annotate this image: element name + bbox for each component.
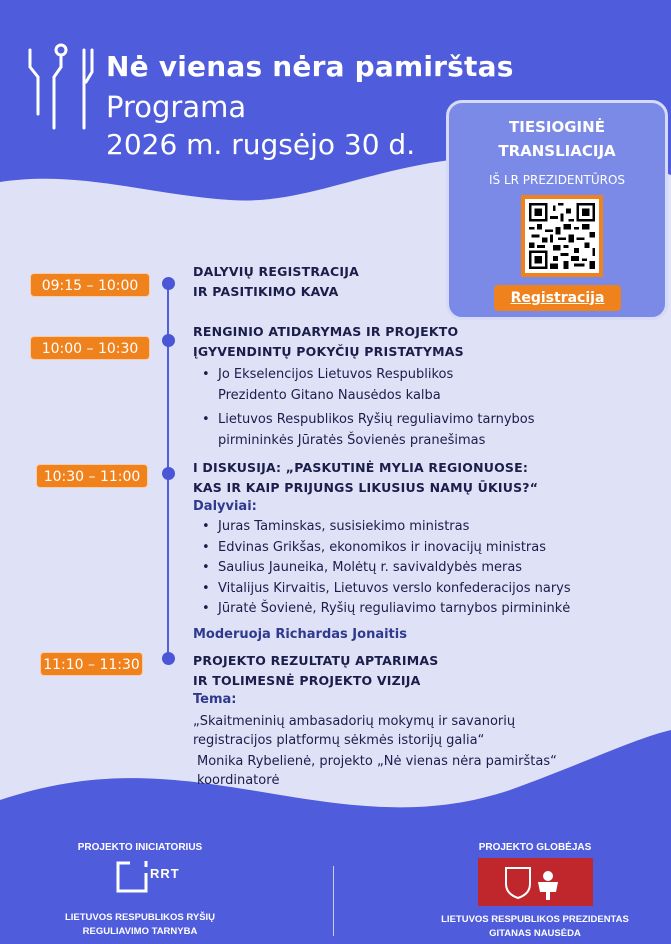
session-2-speakers-2: [202, 410, 535, 451]
initiator-caption-line-1: LIETUVOS RESPUBLIKOS RYŠIŲ: [64, 912, 216, 923]
list-item: [202, 365, 453, 406]
stream-title-line-2: TRANSLIACIJA: [498, 142, 616, 160]
participants-label: Dalyviai:: [193, 499, 257, 514]
session-1-time: 09:15 – 10:00: [30, 273, 150, 297]
session-4-time: 11:10 – 11:30: [40, 652, 143, 676]
stream-source: IŠ LR PREZIDENTŪROS: [488, 173, 626, 187]
session-3-participants: [202, 517, 571, 620]
patron-caption: [430, 913, 640, 941]
session-4-title: [193, 651, 438, 691]
event-subtitle: Programa: [106, 90, 247, 124]
timeline-dot: [162, 334, 175, 347]
timeline-dot: [162, 652, 175, 665]
coordinator-text: [197, 752, 557, 790]
session-3-title-line-2: KAS IR KAIP PRIJUNGS LIKUSIUS NAMŲ ŪKIUS?“: [193, 480, 539, 495]
speaker-line: Jo Ekselencijos Lietuvos Respublikos: [218, 367, 454, 382]
session-1-title-line-2: IR PASITIKIMO KAVA: [193, 284, 339, 299]
list-item: [202, 410, 535, 451]
qr-code[interactable]: [521, 195, 603, 277]
qr-code-icon: [529, 203, 595, 269]
session-3-title-line-1: I DISKUSIJA: „PASKUTINĖ MYLIA REGIONUOSE:: [193, 460, 529, 475]
patron-label: PROJEKTO GLOBĖJAS: [478, 842, 592, 853]
topic-label: Tema:: [193, 692, 237, 707]
project-logo-icon: [26, 42, 96, 132]
patron-caption-line-2: GITANAS NAUSĖDA: [489, 928, 581, 939]
stream-title-line-1: TIESIOGINĖ: [509, 118, 605, 136]
topic-text: [193, 712, 515, 750]
list-item: • Vitalijus Kirvaitis, Lietuvos verslo konfederacijos narys: [202, 579, 571, 600]
initiator-caption-line-2: REGULIAVIMO TARNYBA: [82, 926, 198, 937]
initiator-label: PROJEKTO INICIATORIUS: [77, 842, 203, 853]
speaker-line: Lietuvos Respublikos Ryšių reguliavimo tarnybos: [218, 412, 535, 427]
footer-divider: [333, 866, 334, 936]
coordinator-line: Monika Rybelienė, projekto „Nė vienas nėra pamirštas“: [197, 754, 557, 769]
session-3-title: [193, 458, 538, 498]
topic-line: registracijos platformų sėkmės istorijų galia“: [193, 733, 485, 748]
coordinator-line: koordinatorė: [197, 773, 280, 788]
session-3-time: 10:30 – 11:00: [36, 464, 148, 488]
timeline-dot: [162, 467, 175, 480]
session-2-speakers: [202, 365, 453, 406]
list-item: • Jūratė Šovienė, Ryšių reguliavimo tarnybos pirmininkė: [202, 599, 571, 620]
session-2-time: 10:00 – 10:30: [30, 336, 150, 360]
rrt-logo-text: RRT: [150, 866, 180, 881]
speaker-line: Prezidento Gitano Nausėdos kalba: [218, 387, 441, 403]
live-stream-box: [446, 100, 668, 320]
session-2-title-line-1: RENGINIO ATIDARYMAS IR PROJEKTO: [193, 324, 459, 339]
registration-link[interactable]: Registracija: [494, 285, 621, 311]
session-1-title-line-1: DALYVIŲ REGISTRACIJA: [193, 264, 359, 279]
list-item: • Saulius Jauneika, Molėtų r. savivaldybės meras: [202, 558, 571, 579]
session-4-title-line-2: IR TOLIMESNĖ PROJEKTO VIZIJA: [193, 673, 421, 688]
patron-caption-line-1: LIETUVOS RESPUBLIKOS PREZIDENTAS: [441, 914, 629, 925]
topic-line: „Skaitmeninių ambasadorių mokymų ir savanorių: [193, 714, 516, 729]
speaker-line: pirmininkės Jūratės Šovienės pranešimas: [218, 432, 486, 448]
session-4-title-line-1: PROJEKTO REZULTATŲ APTARIMAS: [193, 653, 439, 668]
event-date: 2026 m. rugsėjo 30 d.: [106, 128, 416, 161]
moderator: Moderuoja Richardas Jonaitis: [193, 627, 407, 642]
event-title: Nė vienas nėra pamirštas: [106, 50, 514, 83]
session-2-title-line-2: ĮGYVENDINTŲ POKYČIŲ PRISTATYMAS: [193, 344, 464, 359]
list-item: • Edvinas Grikšas, ekonomikos ir inovacijų ministras: [202, 538, 571, 559]
list-item: • Juras Taminskas, susisiekimo ministras: [202, 517, 571, 538]
session-1-title: [193, 262, 359, 302]
initiator-caption: [45, 911, 235, 939]
session-2-title: [193, 322, 464, 362]
timeline-dot: [162, 277, 175, 290]
stream-title: [449, 115, 665, 163]
coat-of-arms-icon: [478, 858, 593, 906]
